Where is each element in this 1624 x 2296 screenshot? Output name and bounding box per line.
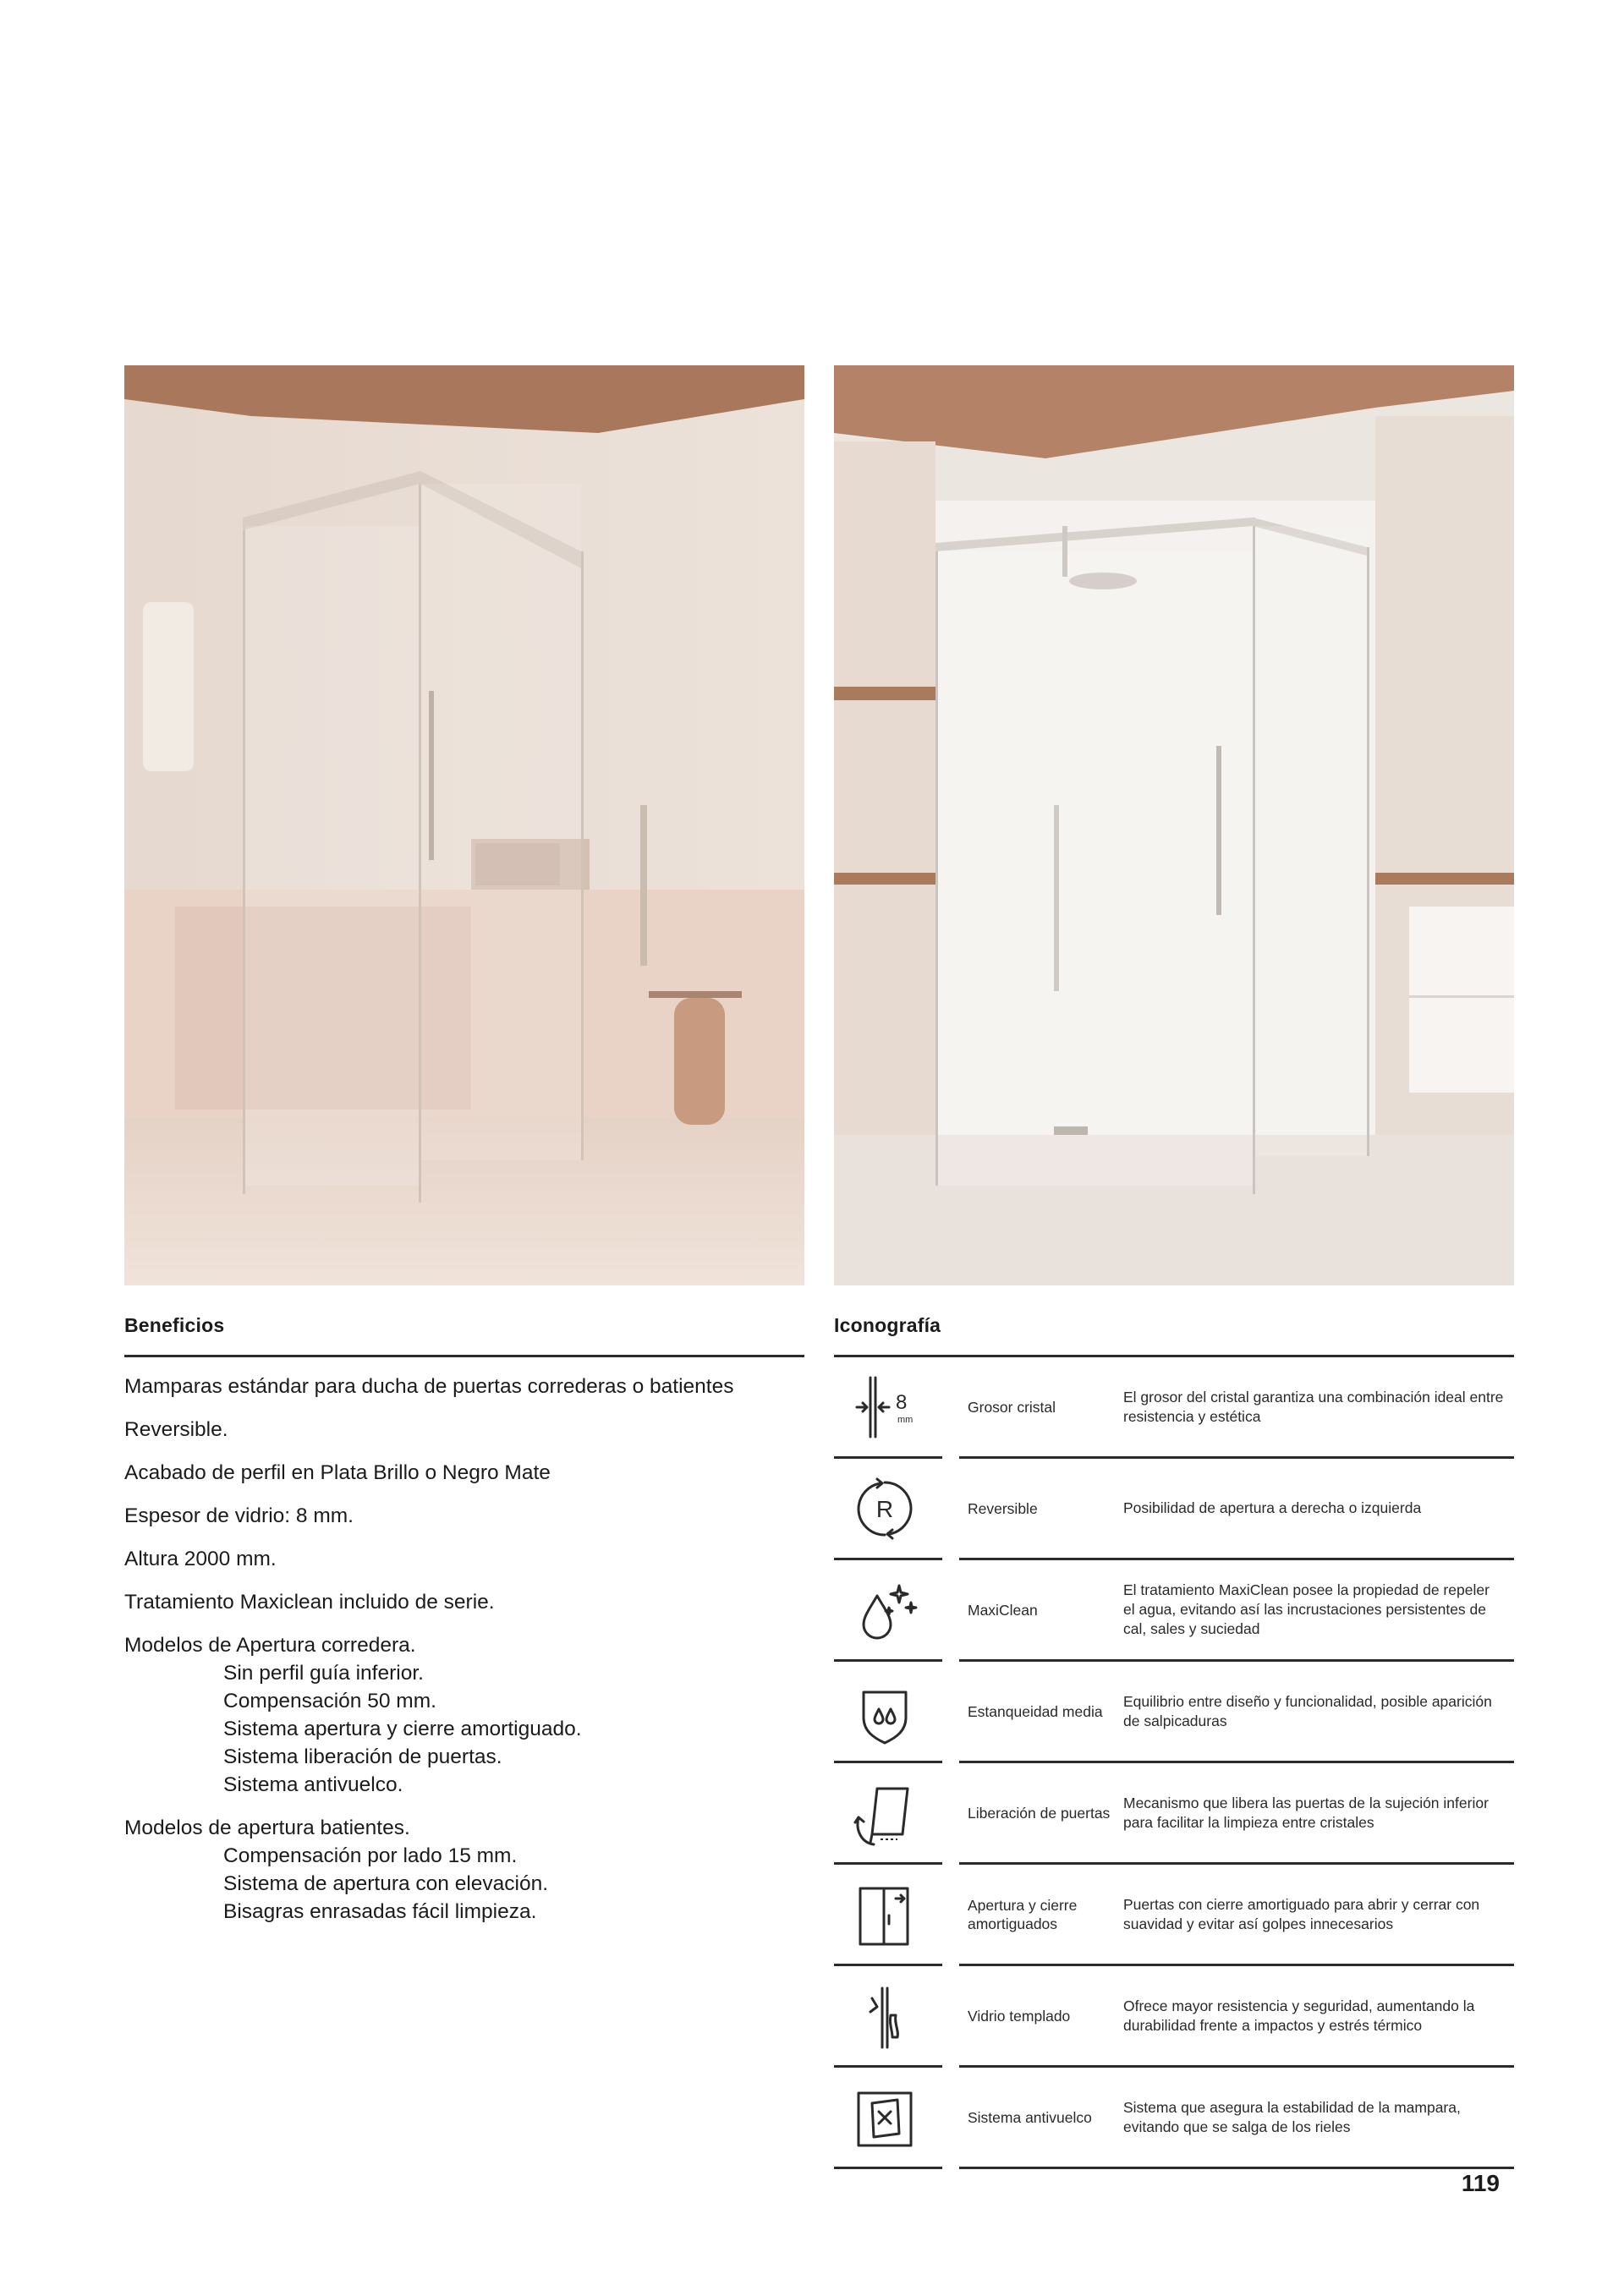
anti-derailment-icon xyxy=(842,2078,927,2156)
icon-feature-name: Liberación de puertas xyxy=(968,1804,1111,1822)
icon-feature-description: El tratamiento MaxiClean posee la propiedad de repeler el agua, evitando así las incrustaciones persistentes de cal, sales y suciedad xyxy=(1123,1581,1490,1637)
soft-close-icon xyxy=(842,1875,927,1954)
icon-feature-name: Apertura y cierre amortiguados xyxy=(968,1896,1078,1932)
icon-feature-name: Vidrio templado xyxy=(968,2007,1071,2025)
icon-feature-description: Posibilidad de apertura a derecha o izquierda xyxy=(1123,1499,1422,1516)
glass-thickness-icon xyxy=(842,1367,927,1446)
reversible-icon xyxy=(842,1469,927,1548)
icon-feature-name: Estanqueidad media xyxy=(968,1702,1103,1720)
icon-feature-description: Sistema que asegura la estabilidad de la mampara, evitando que se salga de los rieles xyxy=(1123,2098,1461,2135)
benefit-subitem: Compensación por lado 15 mm. xyxy=(223,1844,518,1867)
maxiclean-icon xyxy=(842,1570,927,1649)
benefit-text: Acabado de perfil en Plata Brillo o Negro Mate xyxy=(124,1461,551,1484)
benefit-subitem: Sin perfil guía inferior. xyxy=(223,1662,424,1685)
icon-feature-name: Sistema antivuelco xyxy=(968,2108,1092,2126)
benefits-rule xyxy=(124,1355,804,1357)
benefit-subitem: Compensación 50 mm. xyxy=(223,1690,436,1712)
iconography-section xyxy=(834,1309,1514,2169)
benefit-text: Altura 2000 mm. xyxy=(124,1548,277,1570)
benefits-section xyxy=(124,1309,804,1941)
benefits-list xyxy=(124,1373,804,1926)
iconography-heading: Iconografía xyxy=(834,1314,941,1336)
icon-feature-description: Mecanismo que libera las puertas de la sujeción inferior para facilitar la limpieza entre cristales xyxy=(1123,1794,1489,1831)
icon-row xyxy=(834,1459,1514,1560)
icon-row xyxy=(834,1560,1514,1662)
icon-row xyxy=(834,2068,1514,2169)
icon-feature-description: El grosor del cristal garantiza una combinación ideal entre resistencia y estética xyxy=(1123,1388,1504,1425)
iconography-list xyxy=(834,1357,1514,2169)
icon-row xyxy=(834,1662,1514,1763)
icon-feature-name: MaxiClean xyxy=(968,1601,1038,1619)
benefit-item xyxy=(124,1502,804,1530)
icon-feature-description: Puertas con cierre amortiguado para abrir y cerrar con suavidad y evitar así golpes innecesarios xyxy=(1123,1895,1480,1932)
shower-illustration-hinged xyxy=(834,365,1514,1285)
icon-feature-name: Grosor cristal xyxy=(968,1398,1056,1416)
water-tightness-icon xyxy=(842,1672,927,1751)
shower-illustration-sliding xyxy=(124,365,804,1285)
benefit-subitem: Sistema antivuelco. xyxy=(223,1773,403,1796)
shower-photo-sliding xyxy=(124,365,804,1285)
icon-row xyxy=(834,1763,1514,1865)
icon-row xyxy=(834,1966,1514,2068)
benefit-text: Reversible. xyxy=(124,1418,228,1441)
benefit-item xyxy=(124,1588,804,1616)
reversible-letter: R xyxy=(875,1495,894,1522)
shower-photo-hinged xyxy=(834,365,1514,1285)
glass-thickness-value: 8 xyxy=(896,1390,908,1414)
benefit-text: Modelos de Apertura corredera. xyxy=(124,1634,416,1657)
benefit-subitem: Bisagras enrasadas fácil limpieza. xyxy=(223,1900,537,1923)
benefit-text: Mamparas estándar para ducha de puertas correderas o batientes xyxy=(124,1375,734,1398)
benefit-subitem: Sistema liberación de puertas. xyxy=(223,1745,502,1768)
benefit-item xyxy=(124,1631,804,1799)
page-number: 119 xyxy=(1461,2170,1500,2196)
benefit-text: Espesor de vidrio: 8 mm. xyxy=(124,1504,354,1527)
benefit-item xyxy=(124,1416,804,1444)
row-rule-gap xyxy=(942,2167,959,2169)
tempered-glass-icon xyxy=(842,1976,927,2055)
benefit-item xyxy=(124,1814,804,1926)
glass-thickness-unit: mm xyxy=(897,1414,914,1425)
icon-feature-description: Ofrece mayor resistencia y seguridad, aumentando la durabilidad frente a impactos y estrés térmico xyxy=(1123,1997,1475,2034)
benefit-item xyxy=(124,1545,804,1573)
benefit-subitem: Sistema de apertura con elevación. xyxy=(223,1872,549,1895)
icon-row xyxy=(834,1865,1514,1966)
benefit-item xyxy=(124,1459,804,1487)
benefit-text: Modelos de apertura batientes. xyxy=(124,1817,410,1839)
icon-feature-name: Reversible xyxy=(968,1499,1038,1517)
icon-feature-description: Equilibrio entre diseño y funcionalidad, posible aparición de salpicaduras xyxy=(1123,1692,1492,1729)
benefits-heading: Beneficios xyxy=(124,1314,225,1336)
benefit-item xyxy=(124,1373,804,1400)
benefit-text: Tratamiento Maxiclean incluido de serie. xyxy=(124,1591,495,1614)
benefit-subitem: Sistema apertura y cierre amortiguado. xyxy=(223,1718,582,1740)
door-release-icon xyxy=(842,1773,927,1852)
icon-row xyxy=(834,1357,1514,1459)
